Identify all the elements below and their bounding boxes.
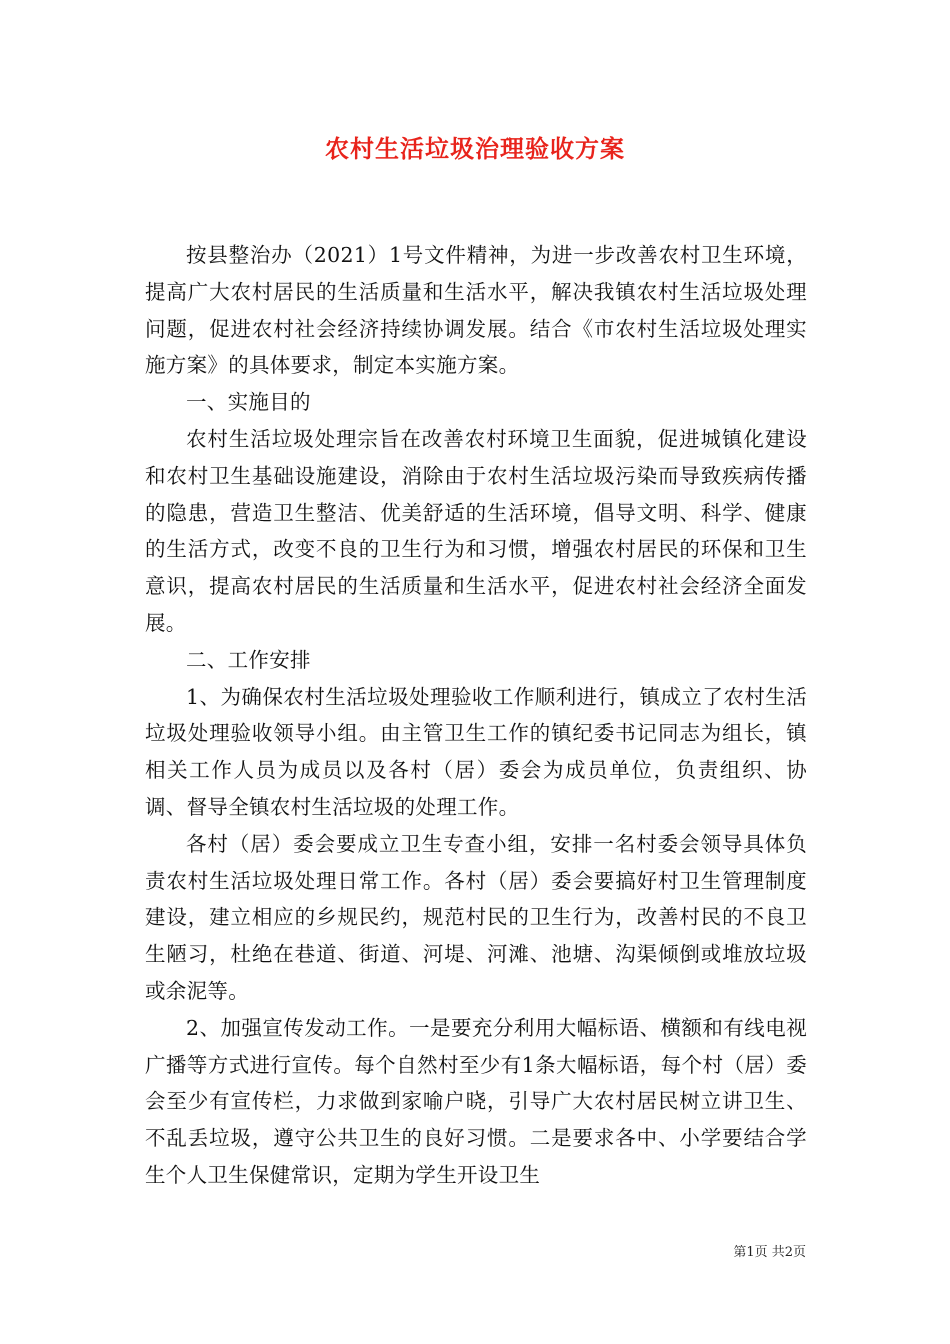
section-heading-purpose: 一、实施目的 xyxy=(186,390,311,415)
document-title: 农村生活垃圾治理验收方案 xyxy=(325,134,625,163)
paragraph-intro: 按县整治办（2021）1号文件精神，为进一步改善农村卫生环境，提高广大农村居民的生活质量和生活水平，解决我镇农村生活垃圾处理问题，促进农村社会经济持续协调发展。结合《市农村生活垃圾处理实施方案》的具体要求，制定本实施方案。 xyxy=(145,243,807,378)
page-number: 第1页 共2页 xyxy=(733,1245,806,1260)
paragraph-publicity: 2、加强宣传发动工作。一是要充分利用大幅标语、横额和有线电视广播等方式进行宣传。每个自然村至少有1条大幅标语，每个村（居）委会至少有宣传栏，力求做到家喻户晓，引导广大农村居民树立讲卫生、不乱丢垃圾，遵守公共卫生的良好习惯。二是要求各中、小学要结合学生个人卫生保健常识，定期为学生开设卫生 xyxy=(145,1015,807,1187)
document-body xyxy=(145,237,807,1194)
paragraph-purpose: 农村生活垃圾处理宗旨在改善农村环境卫生面貌，促进城镇化建设和农村卫生基础设施建设，消除由于农村生活垃圾污染而导致疾病传播的隐患，营造卫生整洁、优美舒适的生活环境，倡导文明、科学、健康的生活方式，改变不良的卫生行为和习惯，增强农村居民的环保和卫生意识，提高农村居民的生活质量和生活水平，促进农村社会经济全面发展。 xyxy=(145,426,807,635)
paragraph-leadership-group: 1、为确保农村生活垃圾处理验收工作顺利进行，镇成立了农村生活垃圾处理验收领导小组。由主管卫生工作的镇纪委书记同志为组长，镇相关工作人员为成员以及各村（居）委会为成员单位，负责组织、协调、督导全镇农村生活垃圾的处理工作。 xyxy=(145,684,807,819)
paragraph-village-inspection: 各村（居）委会要成立卫生专查小组，安排一名村委会领导具体负责农村生活垃圾处理日常工作。各村（居）委会要搞好村卫生管理制度建设，建立相应的乡规民约，规范村民的卫生行为，改善村民的不良卫生陋习，杜绝在巷道、街道、河堤、河滩、池塘、沟渠倾倒或堆放垃圾或余泥等。 xyxy=(145,831,807,1003)
section-heading-arrangement: 二、工作安排 xyxy=(186,647,311,672)
